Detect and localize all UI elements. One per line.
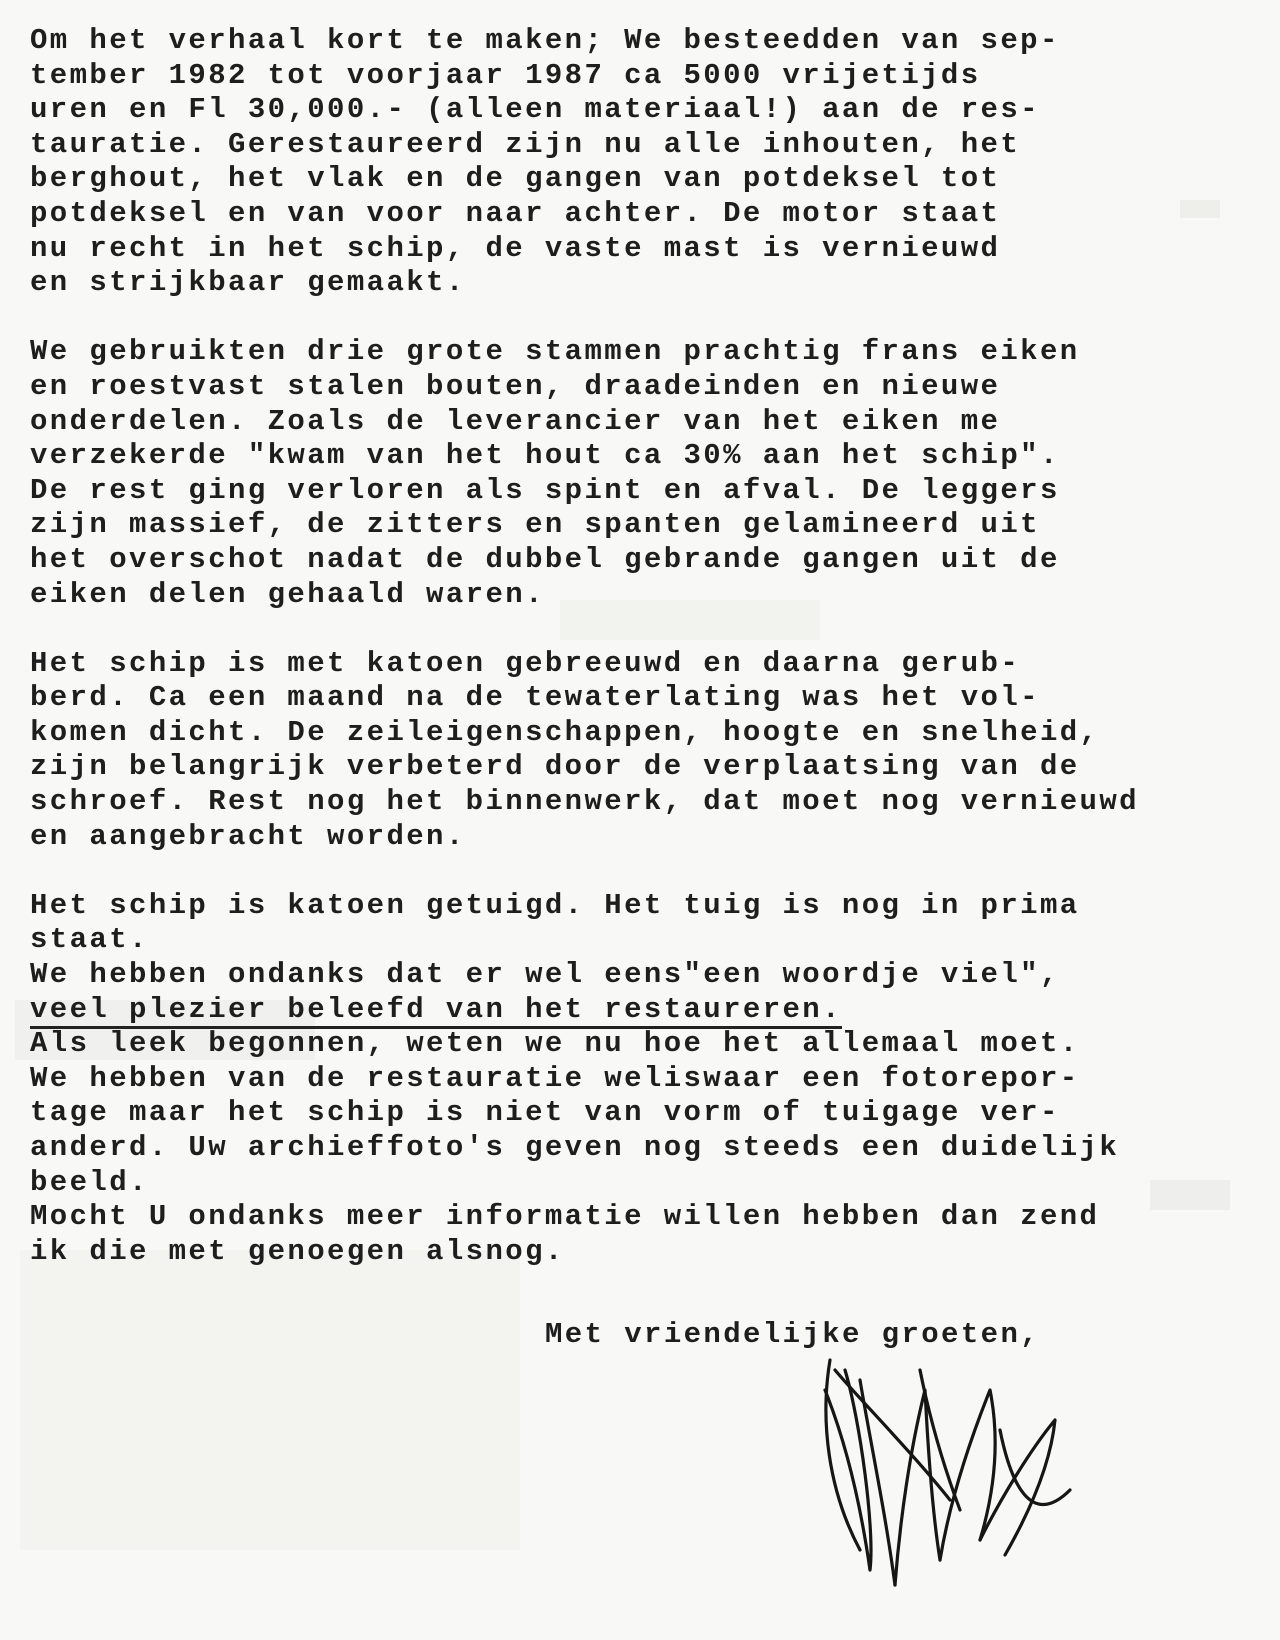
text-line: We hebben ondanks dat er wel eens"een woordje viel", — [30, 958, 1060, 992]
text-line: en strijkbaar gemaakt. — [30, 266, 466, 300]
paragraph-4 — [30, 889, 1250, 1270]
text-line: ik die met genoegen alsnog. — [30, 1234, 565, 1268]
text-line: zijn belangrijk verbeterd door de verplaatsing van de — [30, 750, 1080, 784]
closing-salutation: Met vriendelijke groeten, — [545, 1318, 1041, 1351]
text-line: nu recht in het schip, de vaste mast is vernieuwd — [30, 231, 1001, 265]
paragraph-1 — [30, 24, 1250, 301]
text-line: beeld. — [30, 1165, 149, 1199]
text-line: berd. Ca een maand na de tewaterlating was het vol- — [30, 681, 1040, 715]
text-line: berghout, het vlak en de gangen van potdeksel tot — [30, 162, 1001, 196]
text-line: We hebben van de restauratie weliswaar een fotorepor- — [30, 1061, 1080, 1095]
letter-body — [30, 24, 1250, 1269]
text-line: het overschot nadat de dubbel gebrande gangen uit de — [30, 542, 1060, 576]
text-line: We gebruikten drie grote stammen prachtig frans eiken — [30, 335, 1080, 369]
text-line: schroef. Rest nog het binnenwerk, dat moet nog vernieuwd — [30, 785, 1139, 819]
text-line: onderdelen. Zoals de leverancier van het eiken me — [30, 404, 1001, 438]
text-line: potdeksel en van voor naar achter. De motor staat — [30, 196, 1001, 230]
text-line: en roestvast stalen bouten, draadeinden en nieuwe — [30, 369, 1001, 403]
text-line: tauratie. Gerestaureerd zijn nu alle inhouten, het — [30, 127, 1021, 161]
text-line: zijn massief, de zitters en spanten gelamineerd uit — [30, 508, 1040, 542]
text-line: verzekerde "kwam van het hout ca 30% aan het schip". — [30, 439, 1060, 473]
text-line: uren en Fl 30,000.- (alleen materiaal!) aan de res- — [30, 93, 1040, 127]
text-line: De rest ging verloren als spint en afval. De leggers — [30, 473, 1060, 507]
text-line: Mocht U ondanks meer informatie willen hebben dan zend — [30, 1200, 1100, 1234]
text-line: Om het verhaal kort te maken; We besteedden van sep- — [30, 24, 1060, 57]
paragraph-2 — [30, 335, 1250, 612]
text-line: staat. — [30, 923, 149, 957]
text-line: en aangebracht worden. — [30, 819, 466, 853]
text-line: eiken delen gehaald waren. — [30, 577, 545, 611]
text-line: Het schip is met katoen gebreeuwd en daarna gerub- — [30, 646, 1021, 680]
paragraph-3 — [30, 647, 1250, 855]
handwritten-signature — [800, 1300, 1090, 1600]
text-line: tage maar het schip is niet van vorm of tuigage ver- — [30, 1096, 1060, 1130]
text-line: tember 1982 tot voorjaar 1987 ca 5000 vrijetijds — [30, 58, 981, 92]
underlined-sentence: veel plezier beleefd van het restaureren. — [30, 993, 842, 1029]
text-line: Als leek begonnen, weten we nu hoe het allemaal moet. — [30, 1027, 1080, 1061]
text-line-underlined — [30, 993, 1250, 1028]
text-line: anderd. Uw archieffoto's geven nog steeds een duidelijk — [30, 1131, 1120, 1164]
text-line: Het schip is katoen getuigd. Het tuig is nog in prima — [30, 888, 1080, 922]
text-line: komen dicht. De zeileigenschappen, hoogte en snelheid, — [30, 715, 1100, 749]
